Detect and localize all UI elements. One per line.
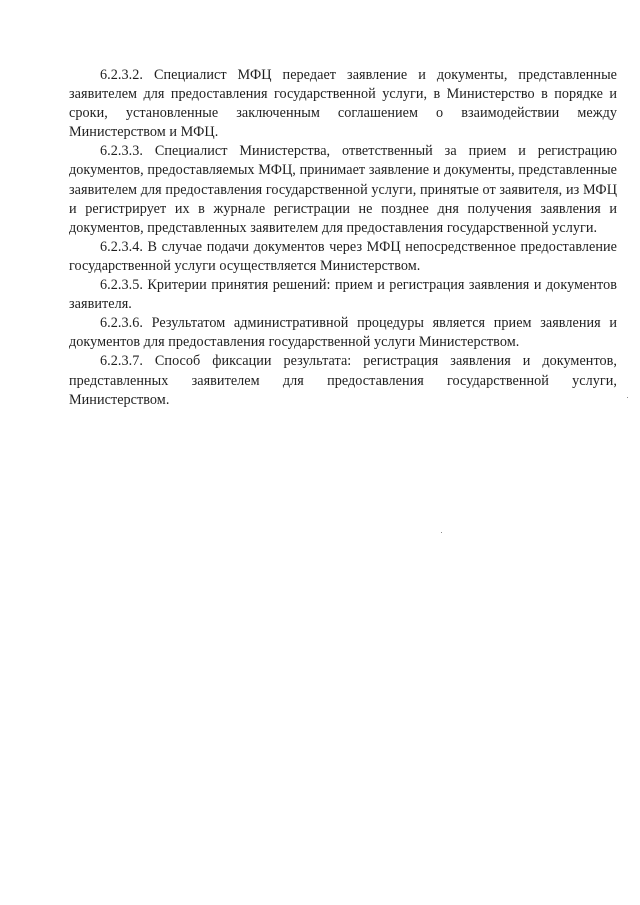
scan-speck bbox=[441, 532, 442, 533]
paragraph-6-2-3-4: 6.2.3.4. В случае подачи документов через МФЦ непосредственное предоставление государственной услуги осуществляется Министерством. bbox=[69, 238, 617, 274]
document-body bbox=[69, 66, 617, 410]
paragraph-6-2-3-7: 6.2.3.7. Способ фиксации результата: регистрация заявления и документов, представленных заявителем для предоставления государственной услуги, Министерством. bbox=[69, 353, 617, 408]
paragraph-6-2-3-3: 6.2.3.3. Специалист Министерства, ответственный за прием и регистрацию документов, предоставляемых МФЦ, принимает заявление и документы, представленные заявителем для предоставления государственной услуги, принятые от заявителя, из МФЦ и регистрирует их в журнале регистрации не позднее дня получения заявления и документов, представленных заявителем для предоставления государственной услуги. bbox=[69, 143, 617, 236]
paragraph-6-2-3-5: 6.2.3.5. Критерии принятия решений: прием и регистрация заявления и документов заявителя. bbox=[69, 277, 617, 313]
paragraph-6-2-3-6: 6.2.3.6. Результатом административной процедуры является прием заявления и документов для предоставления государственной услуги Министерством. bbox=[69, 315, 617, 351]
scan-speck bbox=[627, 397, 628, 398]
paragraph-6-2-3-2: 6.2.3.2. Специалист МФЦ передает заявление и документы, представленные заявителем для предоставления государственной услуги, в Министерство в порядке и сроки, установленные заключенным соглашением о взаимодействии между Министерством и МФЦ. bbox=[69, 67, 617, 141]
